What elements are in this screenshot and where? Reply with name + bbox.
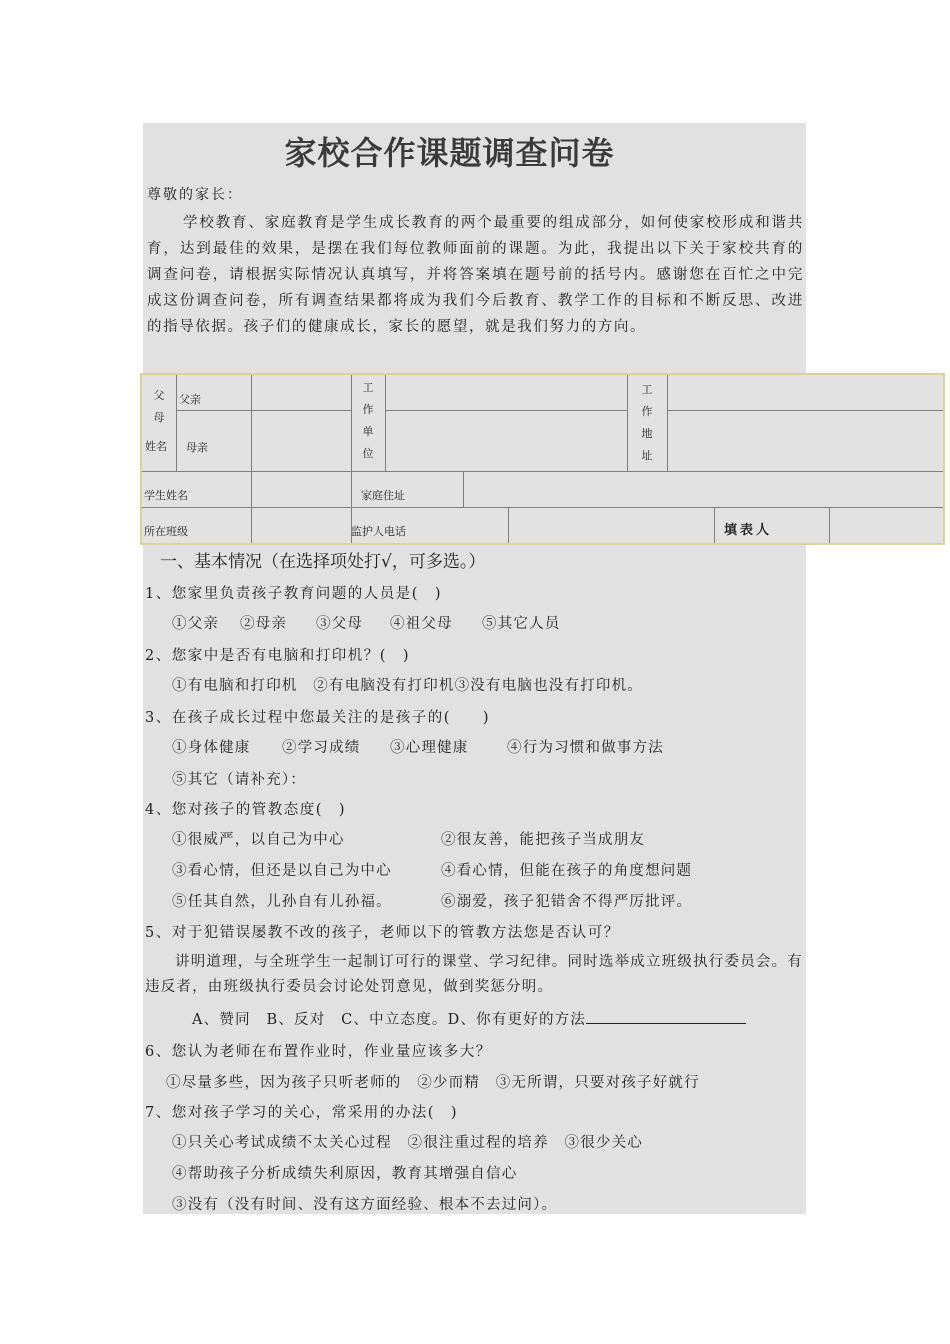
intro-paragraph: 学校教育、家庭教育是学生成长教育的两个最重要的组成部分，如何使家校形成和谐共育，达到最佳的效果，是摆在我们每位教师面前的课题。为此，我提出以下关于家校共育的调查问卷，请根据实际情况认真填写，并将答案填在题号前的括号内。感谢您在百忙之中完成这份调查问卷，所有调查结果都将成为我们今后教育、教学工作的目标和不断反思、改进的指导依据。孩子们的健康成长，家长的愿望，就是我们努力的方向。 [147,215,804,335]
q4-option: ④看心情，但能在孩子的角度想问题 [441,863,693,879]
q7-option-5: ③没有（没有时间、没有这方面经验、根本不去过问）。 [172,1197,558,1213]
question-3: 3、在孩子成长过程中您最关注的是孩子的( ) [145,710,491,726]
q1-option: ⑤其它人员 [482,616,561,632]
home-address-label: 家庭住址 [361,489,405,502]
mother-label: 母亲 [186,441,208,454]
q3-option-other: ⑤其它（请补充）： [172,772,307,788]
q1-option: ②母亲 [240,616,288,632]
student-name-label: 学生姓名 [144,489,188,502]
q3-option: ①身体健康 [172,740,251,756]
q3-option: ③心理健康 [390,740,469,756]
section-heading: 一、基本情况（在选择项处打√，可多选。） [160,552,486,572]
q4-option: ①很威严，以自己为中心 [172,832,345,848]
class-label: 所在班级 [144,525,188,538]
q5-options-text: A、赞同 B、反对 C、中立态度。D、你有更好的方法 [192,1012,587,1028]
q1-option: ①父亲 [172,616,220,632]
q6-options: ①尽量多些，因为孩子只听老师的 ②少而精 ③无所谓，只要对孩子好就行 [166,1075,700,1091]
q1-option: ③父母 [316,616,364,632]
filler-label: 填表人 [724,523,773,538]
question-2: 2、您家中是否有电脑和打印机？( ) [145,648,411,664]
q4-option: ⑥溺爱，孩子犯错舍不得严厉批评。 [441,894,693,910]
q2-options: ①有电脑和打印机 ②有电脑没有打印机③没有电脑也没有打印机。 [172,678,643,694]
question-7: 7、您对孩子学习的关心，常采用的办法( ) [145,1105,459,1121]
q3-option: ②学习成绩 [282,740,361,756]
q4-option: ⑤任其自然，儿孙自有儿孙福。 [172,894,392,910]
parent-name-label: 父 母 [153,389,165,424]
question-4: 4、您对孩子的管教态度( ) [145,802,347,818]
q7-options: ①只关心考试成绩不太关心过程 ②很注重过程的培养 ③很少关心 [172,1135,643,1151]
q4-option: ②很友善，能把孩子当成朋友 [441,832,646,848]
guardian-phone-label: 监护人电话 [351,525,406,538]
work-unit-label: 工 作 单 位 [362,381,374,460]
question-6: 6、您认为老师在布置作业时，作业量应该多大？ [145,1044,492,1060]
q1-option: ④祖父母 [390,616,453,632]
question-1: 1、您家里负责孩子教育问题的人员是( ) [145,586,443,602]
q7-option-4: ④帮助孩子分析成绩失利原因，教育其增强自信心 [172,1166,518,1182]
father-label: 父亲 [179,393,201,406]
page-title: 家校合作课题调查问卷 [284,134,615,172]
q3-option: ④行为习惯和做事方法 [507,740,664,756]
q5-options [192,1008,746,1029]
greeting: 尊敬的家长： [147,187,243,203]
parent-name-label-2: 姓名 [145,440,167,453]
q4-option: ③看心情，但还是以自己为中心 [172,863,392,879]
work-address-label: 工 作 地 址 [641,383,653,462]
question-5: 5、对于犯错误屡教不改的孩子，老师以下的管教方法您是否认可？ [145,925,620,941]
info-form [140,373,945,545]
answer-blank [586,1009,746,1024]
q5-paragraph: 讲明道理，与全班学生一起制订可行的课堂、学习纪律。同时选举成立班级执行委员会。有违反者，由班级执行委员会讨论处罚意见，做到奖惩分明。 [145,954,803,995]
